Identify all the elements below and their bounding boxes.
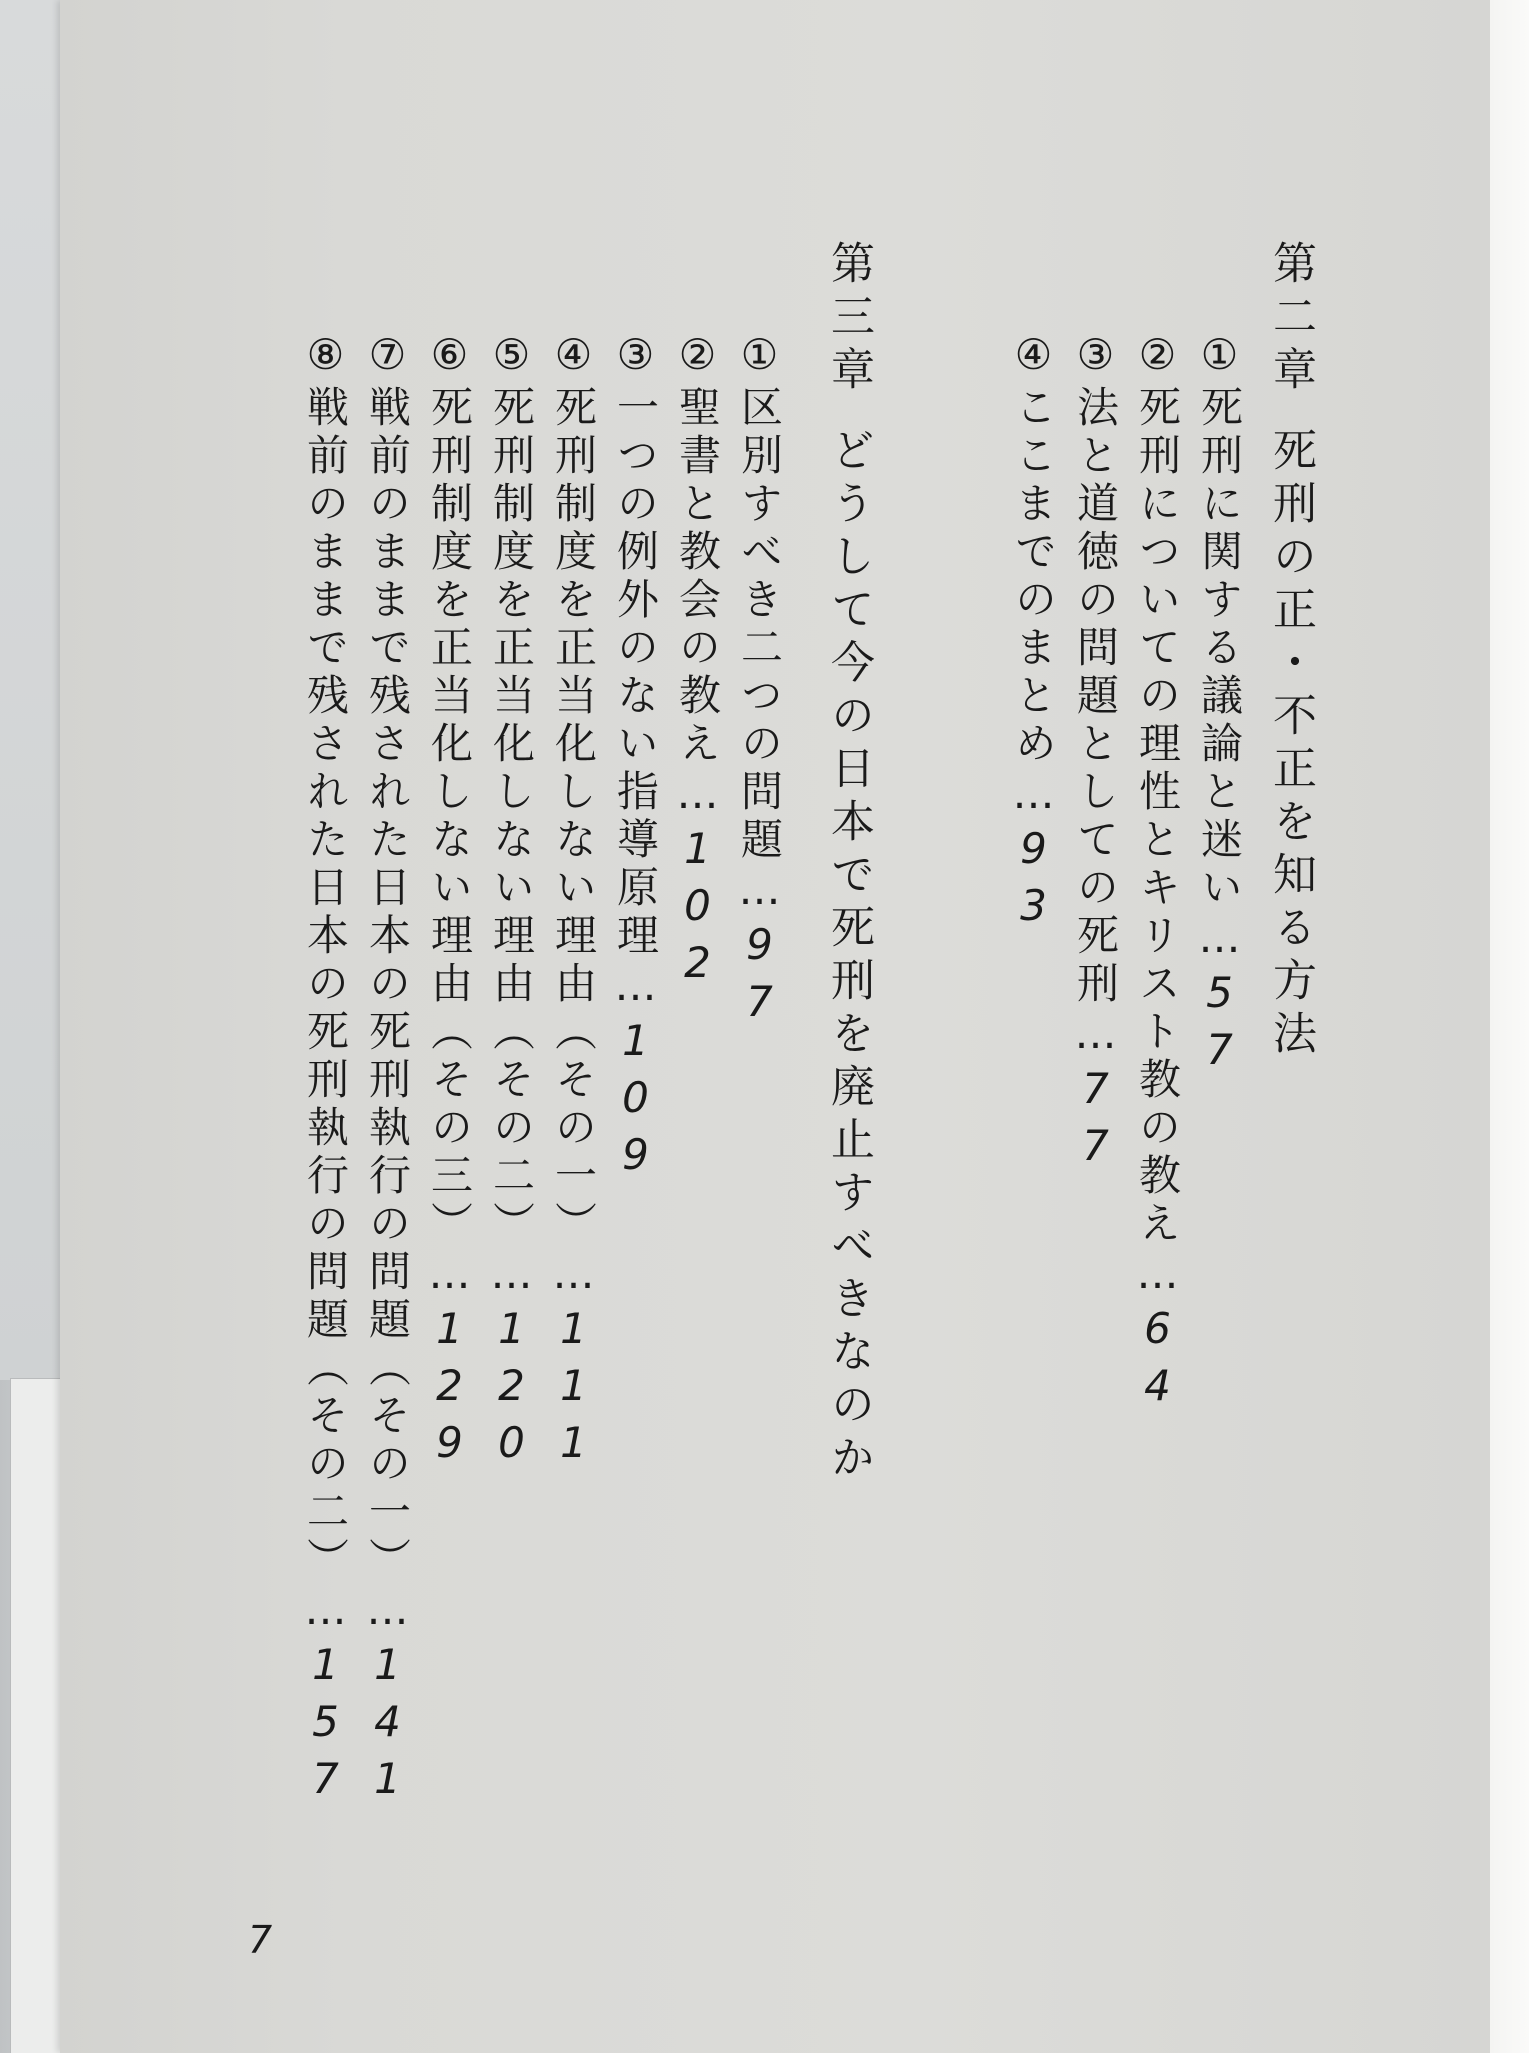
chapter2-number: 第二章 (1265, 240, 1316, 399)
toc-entry[interactable]: ④ここまでのまとめ…93 (1009, 330, 1058, 938)
chapter3-title: どうして今の日本で死刑を廃止すべきなのか (823, 427, 874, 1487)
page-number: 97 (735, 920, 784, 1034)
adjacent-page-strip (0, 0, 63, 1380)
toc-entry[interactable]: ④死刑制度を正当化しない理由（その一）…111 (549, 330, 598, 1475)
page-number: 77 (1071, 1064, 1120, 1178)
page-number: 64 (1133, 1304, 1182, 1418)
page-number: 102 (673, 824, 722, 995)
toc-entry[interactable]: ②死刑についての理性とキリスト教の教え…64 (1133, 330, 1182, 1418)
page-number: 157 (301, 1640, 350, 1811)
page-number: 120 (487, 1304, 536, 1475)
toc-entry[interactable]: ⑧戦前のままで残された日本の死刑執行の問題（その二）…157 (301, 330, 350, 1811)
toc-entry[interactable]: ⑤死刑制度を正当化しない理由（その二）…120 (487, 330, 536, 1475)
page-edge (1490, 0, 1529, 2053)
toc-entry[interactable]: ①死刑に関する議論と迷い…57 (1195, 330, 1244, 1082)
page-number: 141 (363, 1640, 412, 1811)
toc-entry[interactable]: ①区別すべき二つの問題…97 (735, 330, 784, 1034)
toc-entry[interactable]: ②聖書と教会の教え…102 (673, 330, 722, 995)
chapter2-title: 死刑の正・不正を知る方法 (1265, 427, 1316, 1063)
toc-entry[interactable]: ③一つの例外のない指導原理…109 (611, 330, 660, 1187)
toc-entry[interactable]: ③法と道徳の問題としての死刑…77 (1071, 330, 1120, 1178)
toc-entry[interactable]: ⑥死刑制度を正当化しない理由（その三）…129 (425, 330, 474, 1475)
page-number: 57 (1195, 968, 1244, 1082)
chapter2-heading (1265, 240, 1316, 1063)
page-number: 111 (549, 1304, 598, 1475)
page-number: 129 (425, 1304, 474, 1475)
toc-entry[interactable]: ⑦戦前のままで残された日本の死刑執行の問題（その一）…141 (363, 330, 412, 1811)
page-folio: 7 (248, 1918, 273, 1962)
chapter3-heading (823, 240, 874, 1487)
page-number: 93 (1009, 824, 1058, 938)
chapter3-number: 第三章 (823, 240, 874, 399)
page-number: 109 (611, 1016, 660, 1187)
